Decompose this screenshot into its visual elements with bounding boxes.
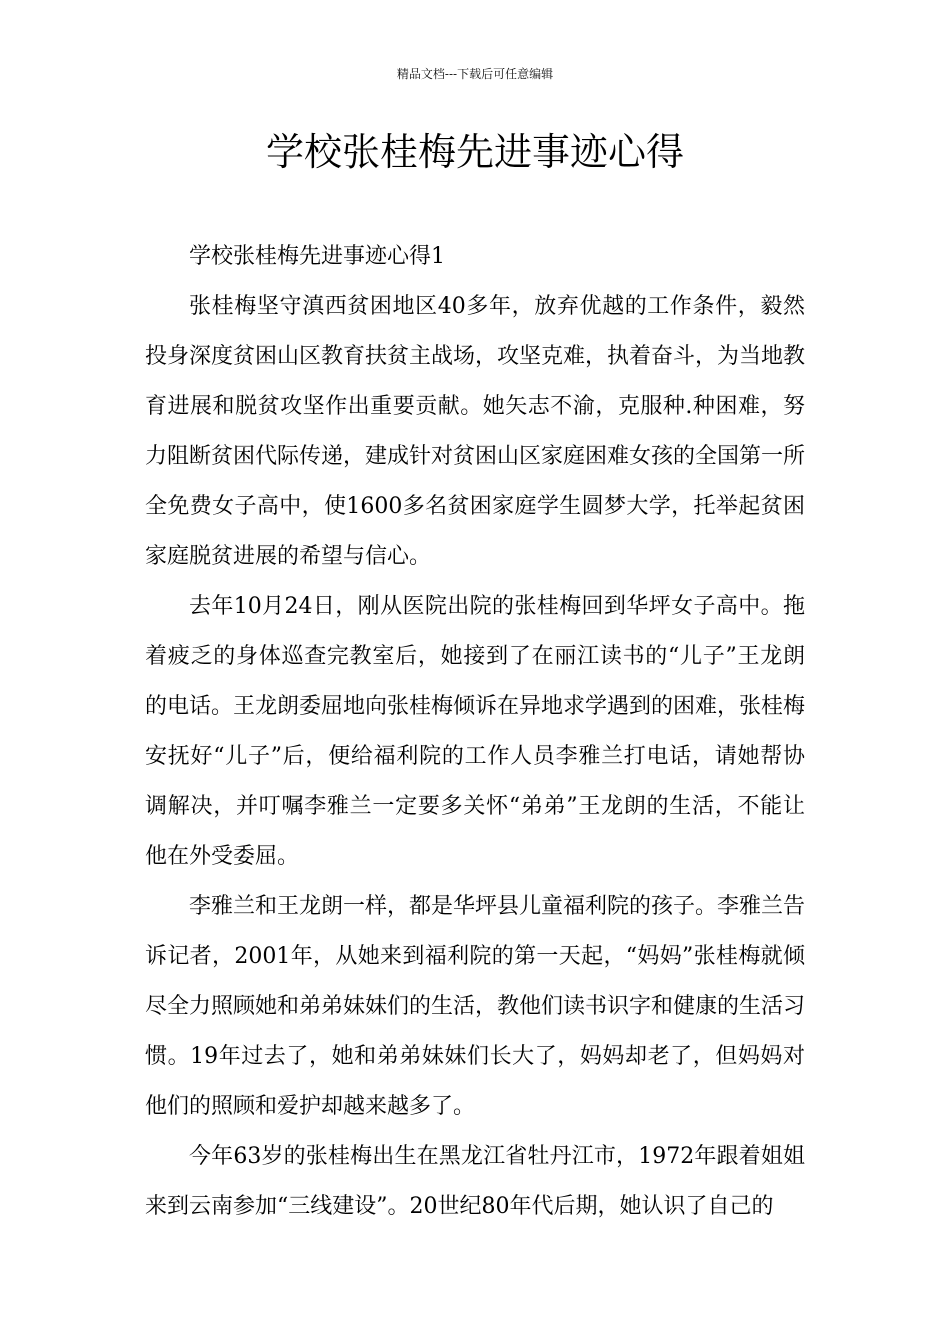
- paragraph: 去年10月24日，刚从医院出院的张桂梅回到华坪女子高中。拖着疲乏的身体巡查完教室后，她接到了在丽江读书的“儿子”王龙朗的电话。王龙朗委屈地向张桂梅倾诉在异地求学遇到的困难，张桂梅安抚好“儿子”后，便给福利院的工作人员李雅兰打电话，请她帮协调解决，并叮嘱李雅兰一定要多关怀“弟弟”王龙朗的生活，不能让他在外受委屈。: [145, 594, 806, 869]
- section-subtitle: 学校张桂梅先进事迹心得1: [189, 244, 445, 269]
- paragraph: 今年63岁的张桂梅出生在黑龙江省牡丹江市，1972年跟着姐姐来到云南参加“三线建设”。20世纪80年代后期，她认识了自己的: [145, 1144, 805, 1219]
- document-title: 学校张桂梅先进事迹心得: [265, 130, 684, 174]
- header-note: 精品文档---下载后可任意编辑: [396, 67, 554, 81]
- paragraph: 李雅兰和王龙朗一样，都是华坪县儿童福利院的孩子。李雅兰告诉记者，2001年，从她来到福利院的第一天起，“妈妈”张桂梅就倾尽全力照顾她和弟弟妹妹们的生活，教他们读书识字和健康的生活习惯。19年过去了，她和弟弟妹妹们长大了，妈妈却老了，但妈妈对他们的照顾和爱护却越来越多了。: [145, 894, 806, 1119]
- document-body: [145, 232, 805, 1232]
- paragraph: 张桂梅坚守滇西贫困地区40多年，放弃优越的工作条件，毅然投身深度贫困山区教育扶贫主战场，攻坚克难，执着奋斗，为当地教育进展和脱贫攻坚作出重要贡献。她矢志不渝，克服种.种困难，努力阻断贫困代际传递，建成针对贫困山区家庭困难女孩的全国第一所全免费女子高中，使1600多名贫困家庭学生圆梦大学，托举起贫困家庭脱贫进展的希望与信心。: [145, 294, 806, 569]
